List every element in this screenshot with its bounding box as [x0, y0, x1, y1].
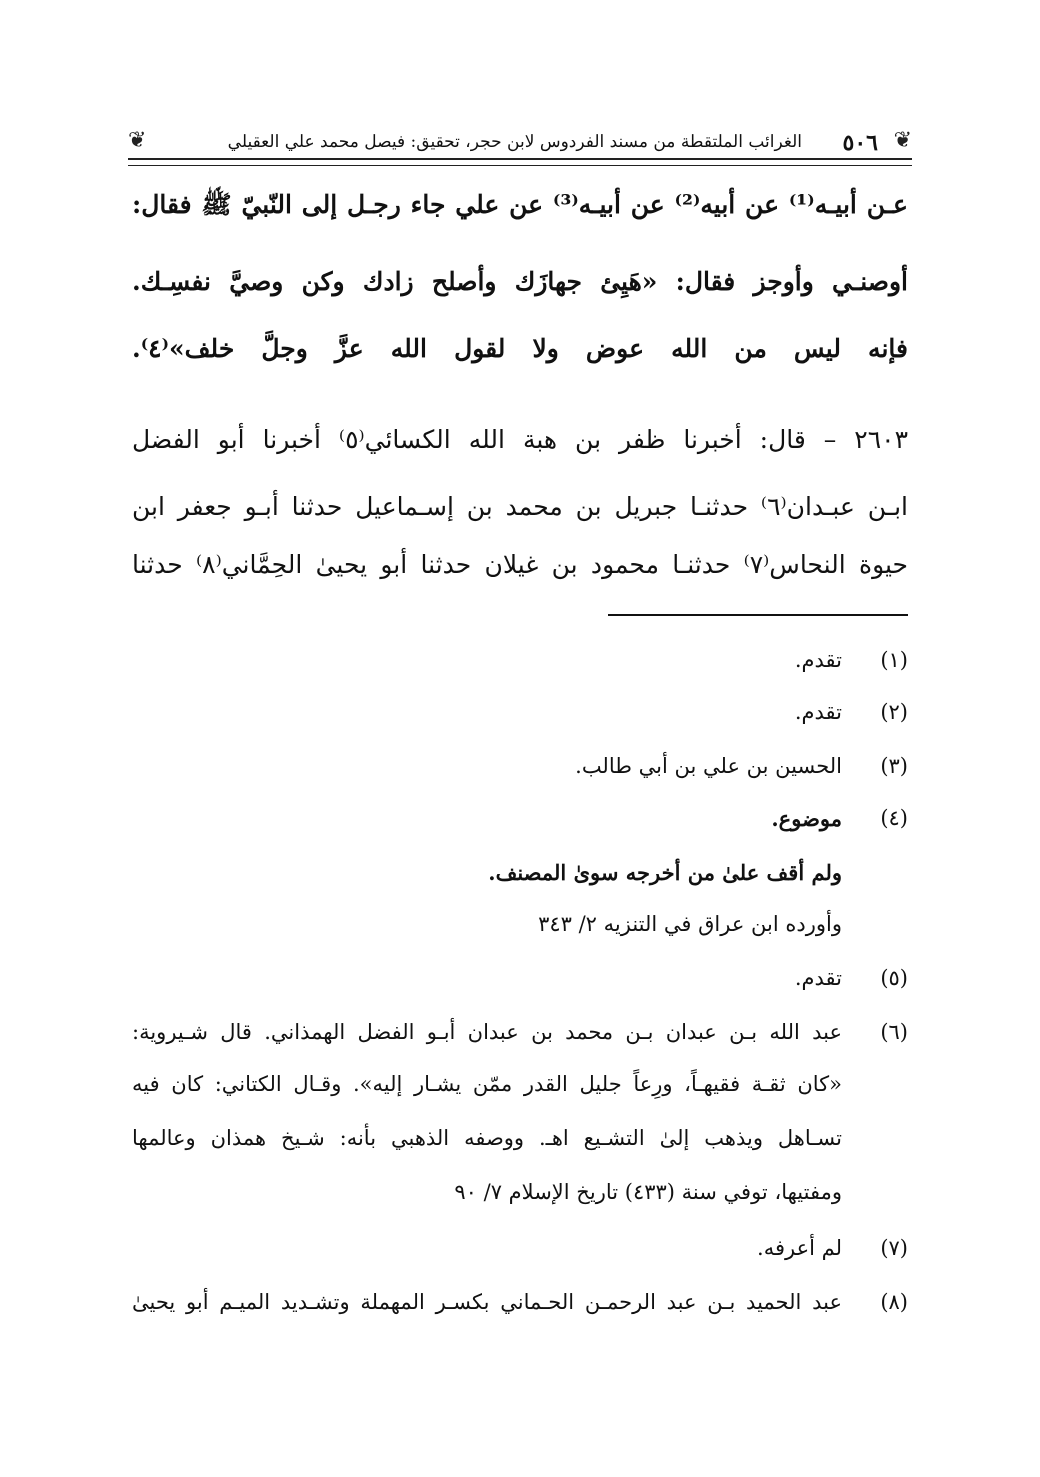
footnote-6 [842, 1022, 908, 1043]
footnote-text: عبد الحميد بـن عبد الرحمـن الحـماني بكسـر المهملة وتشـديد الميـم أبو يحيىٰ [132, 1290, 842, 1314]
footnote-text: لم أعرفه. [757, 1236, 842, 1260]
footnote-2 [842, 702, 908, 723]
footnote-text: موضوع. [771, 806, 842, 831]
hadith-line-2: أوصنـي وأوجز فقال: «هَيِئ جهازَك وأصلح زادك وكن وصيَّ نفسِـك. [132, 267, 908, 296]
isnad-line-1: ٢٦٠٣ – قال: أخبرنا ظفر بن هبة الله الكسائي⁽٥⁾ أخبرنا أبو الفضل [132, 425, 909, 454]
ornament-left-icon: ❦ [128, 128, 147, 153]
isnad-line-2: ابـن عبـدان⁽٦⁾ حدثنـا جبريل بن محمد بن إسـماعيل حدثنا أبـو جعفر ابن [132, 492, 909, 521]
footnote-number: (٥) [880, 966, 908, 990]
hadith-line-3: فإنه ليس من الله عوض ولا لقول الله عزَّ وجلَّ خلف»⁽٤⁾. [132, 334, 908, 363]
footnote-number: (١) [880, 648, 908, 672]
footnote-text: الحسين بن علي بن أبي طالب. [575, 754, 842, 778]
ornament-right-icon: ❦ [893, 128, 912, 153]
footnote-text: تقدم. [794, 648, 842, 672]
footnote-number: (٢) [880, 700, 908, 724]
running-header [128, 128, 912, 168]
isnad-line-3: حيوة النحاس⁽٧⁾ حدثنـا محمود بن غيلان حدثنا أبو يحيىٰ الحِمَّاني⁽٨⁾ حدثنا [132, 550, 908, 579]
hadith-line-1: عـن أبيـه⁽¹⁾ عن أبيه⁽²⁾ عن أبيـه⁽³⁾ عن علي جاء رجـل إلى النّبيّ ﷺ فقال: [132, 190, 908, 219]
footnote-7 [842, 1238, 908, 1259]
footnote-text-continued: تسـاهل ويذهب إلىٰ التشـيع اهـ. ووصفه الذهبي بأنه: شـيخ همذان وعالمها [132, 1126, 842, 1150]
page-number: ٥٠٦ [842, 130, 878, 156]
footnote-text-continued: ومفتيها، توفي سنة (٤٣٣) تاريخ الإسلام ٧/ ٩٠ [454, 1180, 842, 1204]
footnote-number: (٧) [880, 1236, 908, 1260]
footnote-8 [842, 1292, 908, 1313]
footnote-number: (٣) [880, 754, 908, 778]
footnote-4 [842, 808, 908, 829]
footnote-number: (٤) [880, 806, 908, 830]
footnote-text: عبد الله بـن عبدان بـن محمد بن عبدان أبـو الفضل الهمذاني. قال شـيروية: [132, 1020, 842, 1044]
footnote-number: (٨) [880, 1290, 908, 1314]
footnote-separator [608, 614, 908, 616]
footnote-5 [842, 968, 908, 989]
footnote-text: تقدم. [794, 966, 842, 990]
footnote-number: (٦) [880, 1020, 908, 1044]
book-title: الغرائب الملتقطة من مسند الفردوس لابن حجر، تحقيق: فيصل محمد علي العقيلي [227, 132, 802, 152]
footnote-text-continued: وأورده ابن عراق في التنزيه ٢/ ٣٤٣ [538, 912, 842, 936]
header-rule [128, 158, 912, 166]
footnote-3 [842, 756, 908, 777]
footnote-text-continued: ولم أقف علىٰ من أخرجه سوىٰ المصنف. [488, 860, 842, 885]
footnote-text-continued: «كان ثقـة فقيهـاً، ورِعاً جليل القدر ممّن يشـار إليه». وقـال الكتاني: كان فيه [132, 1072, 842, 1096]
footnote-text: تقدم. [794, 700, 842, 724]
footnote-1 [842, 650, 908, 671]
